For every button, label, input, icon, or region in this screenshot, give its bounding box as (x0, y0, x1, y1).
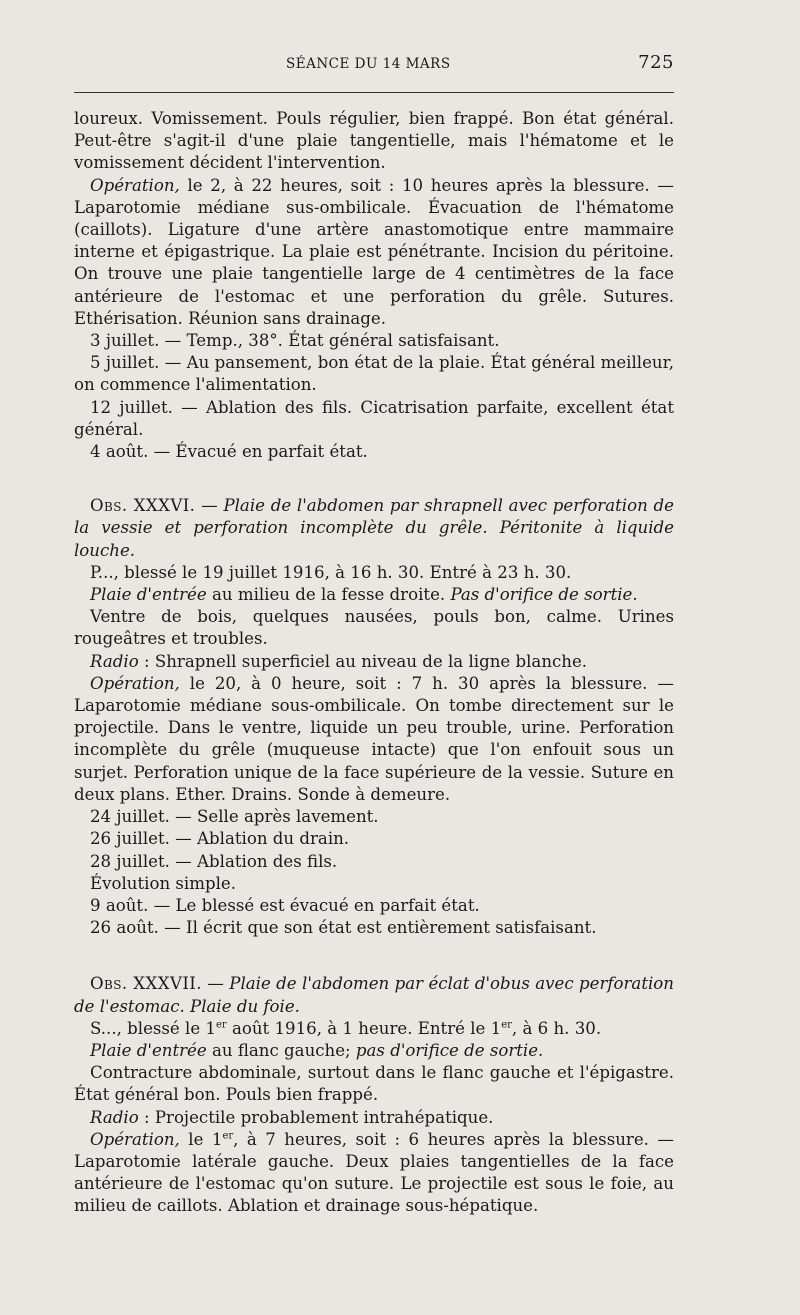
superscript: er (501, 1019, 512, 1031)
paragraph: Évolution simple. (90, 873, 236, 893)
spacer (74, 463, 674, 495)
paragraph: Contracture abdominale, surtout dans le flanc gauche et l'épigastre. État général bon. Pouls bien frappé. (74, 1063, 674, 1105)
superscript: er (222, 1130, 234, 1142)
paragraph: 3 juillet. — Temp., 38°. État général satisfaisant. (90, 331, 500, 351)
paragraph: 4 août. — Évacué en parfait état. (90, 442, 368, 462)
observation-label: Obs. XXXVII. (90, 974, 202, 994)
italic-label: Radio (90, 1107, 139, 1127)
italic-label: Opération, (90, 673, 180, 693)
page-body (74, 108, 674, 1218)
paragraph-text: le 20, à 0 heure, soit : 7 h. 30 après la blessure. — Laparotomie médiane sous-ombilicale. On tombe directement sur le projectile. Dans le ventre, liquide un peu trouble, urine. Perforation incomplète du grêle (muqueuse intacte) que l'on enfouit sous un surjet. Perforation unique de la face supérieure de la vessie. Suture en deux plans. Ether. Drains. Sonde à demeure. (74, 673, 674, 804)
paragraph: 26 août. — Il écrit que son état est entièrement satisfaisant. (90, 918, 597, 938)
paragraph: loureux. Vomissement. Pouls régulier, bien frappé. Bon état général. Peut-être s'agit-il d'une plaie tangentielle, mais l'hématome et le vomissement décident l'intervention. (74, 109, 674, 173)
paragraph-text: août 1916, à 1 heure. Entré le 1 (226, 1018, 502, 1038)
paragraph (74, 673, 674, 806)
paragraph-text: S..., blessé le 1 (90, 1018, 216, 1038)
paragraph-text: : Shrapnell superficiel au niveau de la ligne blanche. (138, 651, 588, 671)
running-head: SÉANCE DU 14 MARS (286, 56, 451, 72)
paragraph-text: le 1 (179, 1129, 223, 1149)
paragraph-text: : Projectile probablement intrahépatique. (138, 1107, 494, 1127)
paragraph (74, 1107, 674, 1129)
observation-title: — Plaie de l'abdomen par éclat d'obus avec perforation de l'estomac. Plaie du foie. (74, 974, 674, 1016)
paragraph: 26 juillet. — Ablation du drain. (90, 829, 350, 849)
paragraph-text: le 2, à 22 heures, soit : 10 heures après la blessure. — Laparotomie médiane sus-ombilicale. Évacuation de l'hématome (caillots). Ligature d'une artère anastomotique entre mammaire interne et épigastrique. La plaie est pénétrante. Incision du péritoine. On trouve une plaie tangentielle large de 4 centimètres de la face antérieure de l'estomac et une perforation du grêle. Sutures. Ethérisation. Réunion sans drainage. (74, 175, 674, 328)
italic-label: pas d'orifice de sortie. (355, 1040, 544, 1060)
page-header (74, 52, 674, 76)
superscript: er (215, 1019, 227, 1031)
italic-label: Radio (90, 651, 139, 671)
paragraph-text: , à 6 h. 30. (511, 1018, 602, 1038)
paragraph (74, 651, 674, 673)
paragraph (74, 584, 674, 606)
paragraph (74, 1129, 674, 1218)
header-rule (74, 92, 674, 93)
observation-heading (74, 495, 674, 562)
paragraph: 9 août. — Le blessé est évacué en parfait état. (90, 895, 480, 915)
paragraph-text: , à 7 heures, soit : 6 heures après la blessure. — Laparotomie latérale gauche. Deux plaies tangentielles de la face antérieure de l'estomac qu'on suture. Le projectile est sous le foie, au milieu de caillots. Ablation et drainage sous-hépatique. (74, 1129, 674, 1216)
italic-label: Pas d'orifice de sortie. (450, 585, 638, 605)
observation-title: — Plaie de l'abdomen par shrapnell avec perforation de la vessie et perforation incomplète du grêle. Péritonite à liquide louche. (74, 496, 674, 560)
italic-label: Plaie d'entrée (90, 1040, 207, 1060)
italic-label: Plaie d'entrée (90, 585, 207, 605)
spacer (74, 939, 674, 973)
paragraph (74, 1018, 674, 1040)
italic-label: Opération, (90, 1129, 180, 1149)
paragraph: 12 juillet. — Ablation des fils. Cicatrisation parfaite, excellent état général. (74, 397, 674, 439)
paragraph-text: au milieu de la fesse droite. (206, 585, 451, 605)
observation-label: Obs. XXXVI. (90, 496, 196, 516)
paragraph-text: au flanc gauche; (206, 1040, 356, 1060)
page-number: 725 (638, 52, 674, 73)
paragraph: 5 juillet. — Au pansement, bon état de la plaie. État général meilleur, on commence l'alimentation. (74, 353, 674, 395)
paragraph (74, 1040, 674, 1062)
paragraph (74, 175, 674, 330)
paragraph: 28 juillet. — Ablation des fils. (90, 851, 338, 871)
paragraph: Ventre de bois, quelques nausées, pouls bon, calme. Urines rougeâtres et troubles. (74, 607, 674, 649)
paragraph: P..., blessé le 19 juillet 1916, à 16 h. 30. Entré à 23 h. 30. (90, 562, 572, 582)
observation-heading (74, 973, 674, 1017)
italic-label: Opération, (90, 175, 180, 195)
paragraph: 24 juillet. — Selle après lavement. (90, 807, 379, 827)
